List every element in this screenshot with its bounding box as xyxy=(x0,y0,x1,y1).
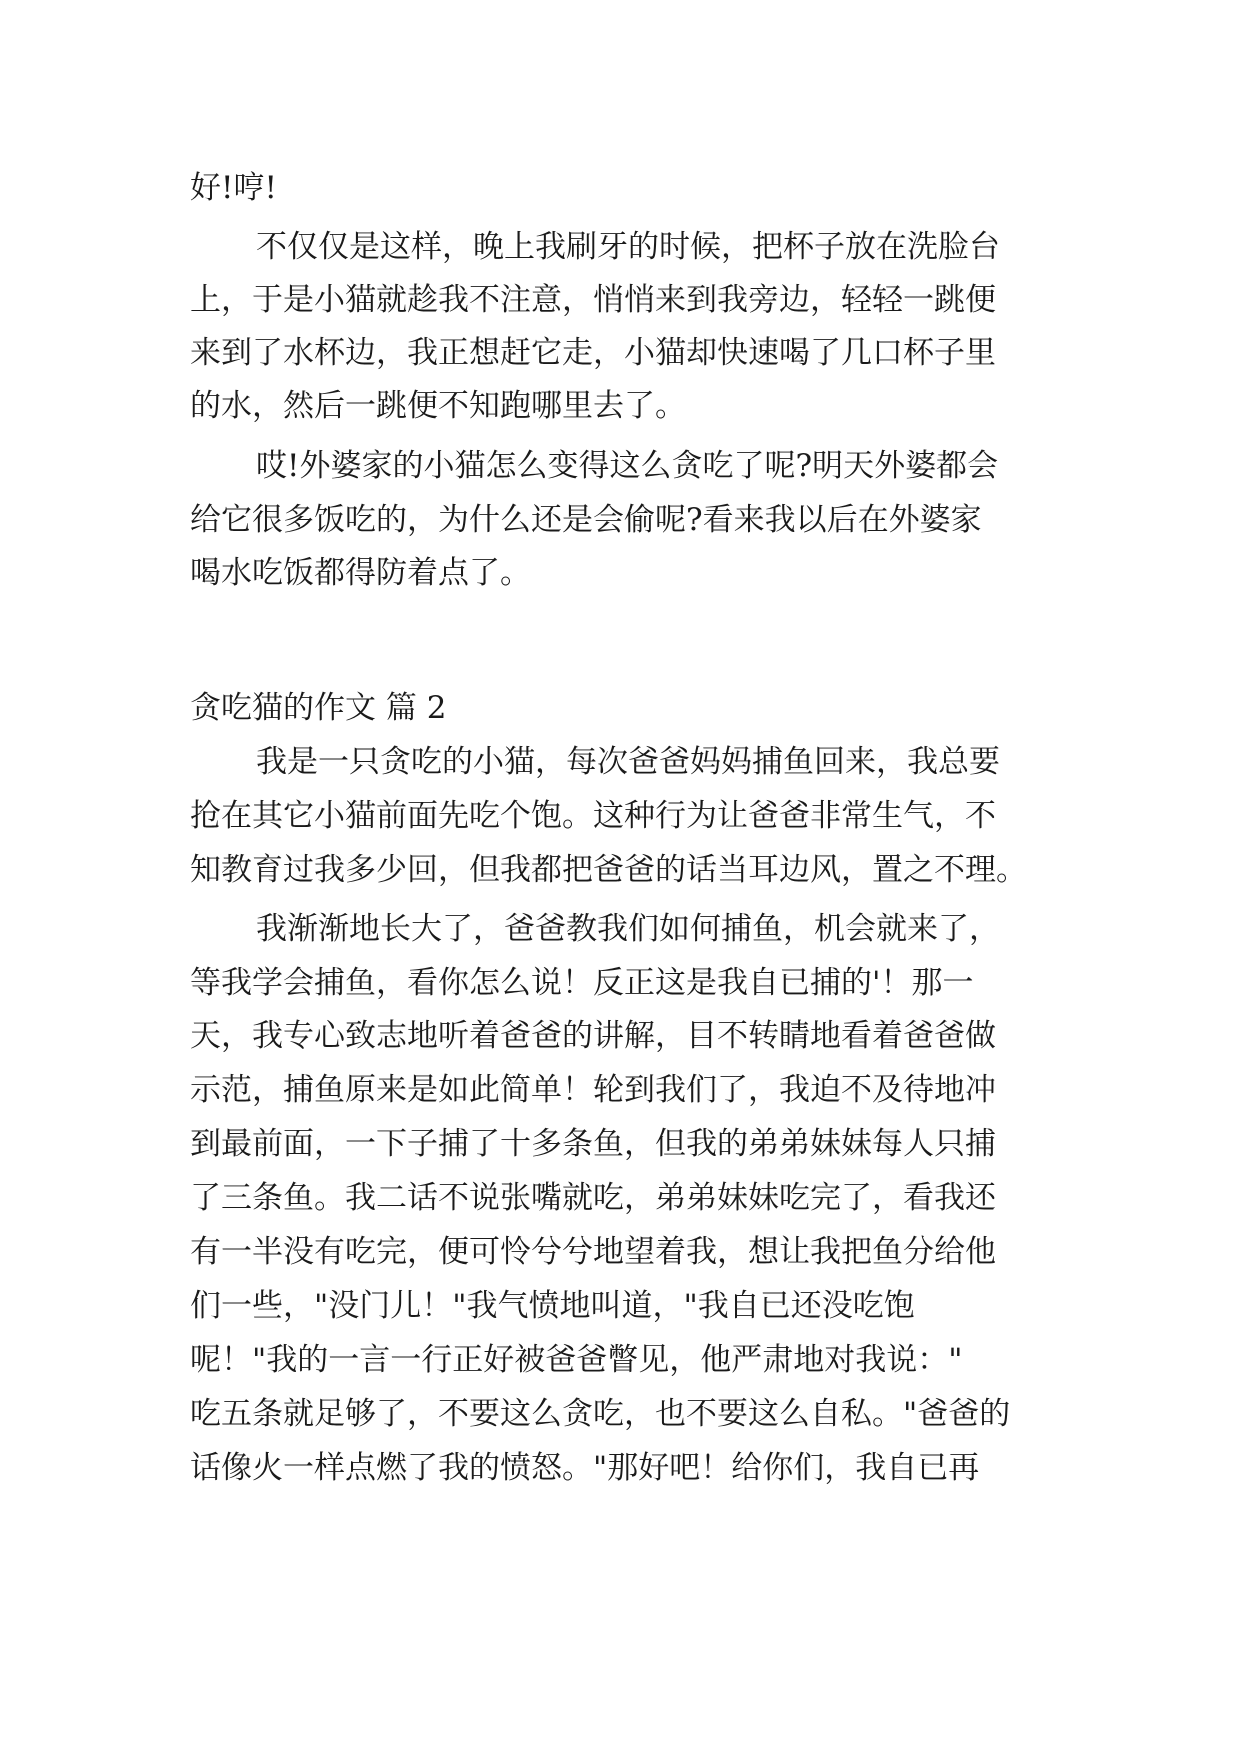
paragraph-line: 抢在其它小猫前面先吃个饱。这种行为让爸爸非常生气，不 xyxy=(190,798,996,834)
paragraph-line: 给它很多饭吃的，为什么还是会偷呢?看来我以后在外婆家 xyxy=(190,502,982,538)
paragraph-line: 哎!外婆家的小猫怎么变得这么贪吃了呢?明天外婆都会 xyxy=(256,448,999,484)
paragraph-line: 我是一只贪吃的小猫，每次爸爸妈妈捕鱼回来，我总要 xyxy=(256,744,1000,780)
paragraph-line: 上，于是小猫就趁我不注意，悄悄来到我旁边，轻轻一跳便 xyxy=(190,282,996,318)
paragraph-line: 来到了水杯边，我正想赶它走，小猫却快速喝了几口杯子里 xyxy=(190,335,996,371)
paragraph-line: 天，我专心致志地听着爸爸的讲解，目不转睛地看着爸爸做 xyxy=(190,1018,996,1054)
paragraph-line: 有一半没有吃完，便可怜兮兮地望着我，想让我把鱼分给他 xyxy=(190,1234,996,1270)
paragraph-line: 知教育过我多少回，但我都把爸爸的话当耳边风，置之不理。 xyxy=(190,852,1027,888)
paragraph-line: 我渐渐地长大了，爸爸教我们如何捕鱼，机会就来了， xyxy=(256,911,1000,947)
paragraph-line: 呢！"我的一言一行正好被爸爸瞥见，他严肃地对我说：" xyxy=(190,1342,963,1378)
paragraph-line: 喝水吃饭都得防着点了。 xyxy=(190,555,531,591)
paragraph-line: 话像火一样点燃了我的愤怒。"那好吧！给你们，我自已再 xyxy=(190,1450,980,1486)
paragraph-line: 不仅仅是这样，晚上我刷牙的时候，把杯子放在洗脸台 xyxy=(256,229,1000,265)
section-title: 贪吃猫的作文 篇 2 xyxy=(190,690,447,726)
paragraph-line: 好!哼! xyxy=(190,170,277,206)
paragraph-line: 了三条鱼。我二话不说张嘴就吃，弟弟妹妹吃完了，看我还 xyxy=(190,1180,996,1216)
paragraph-line: 们一些，"没门儿！"我气愤地叫道，"我自已还没吃饱 xyxy=(190,1288,915,1324)
paragraph-line: 吃五条就足够了，不要这么贪吃，也不要这么自私。"爸爸的 xyxy=(190,1396,1011,1432)
paragraph-line: 的水，然后一跳便不知跑哪里去了。 xyxy=(190,388,686,424)
paragraph-line: 等我学会捕鱼，看你怎么说！反正这是我自已捕的'！那一 xyxy=(190,965,974,1001)
paragraph-line: 到最前面，一下子捕了十多条鱼，但我的弟弟妹妹每人只捕 xyxy=(190,1126,996,1162)
paragraph-line: 示范，捕鱼原来是如此简单！轮到我们了，我迫不及待地冲 xyxy=(190,1072,996,1108)
